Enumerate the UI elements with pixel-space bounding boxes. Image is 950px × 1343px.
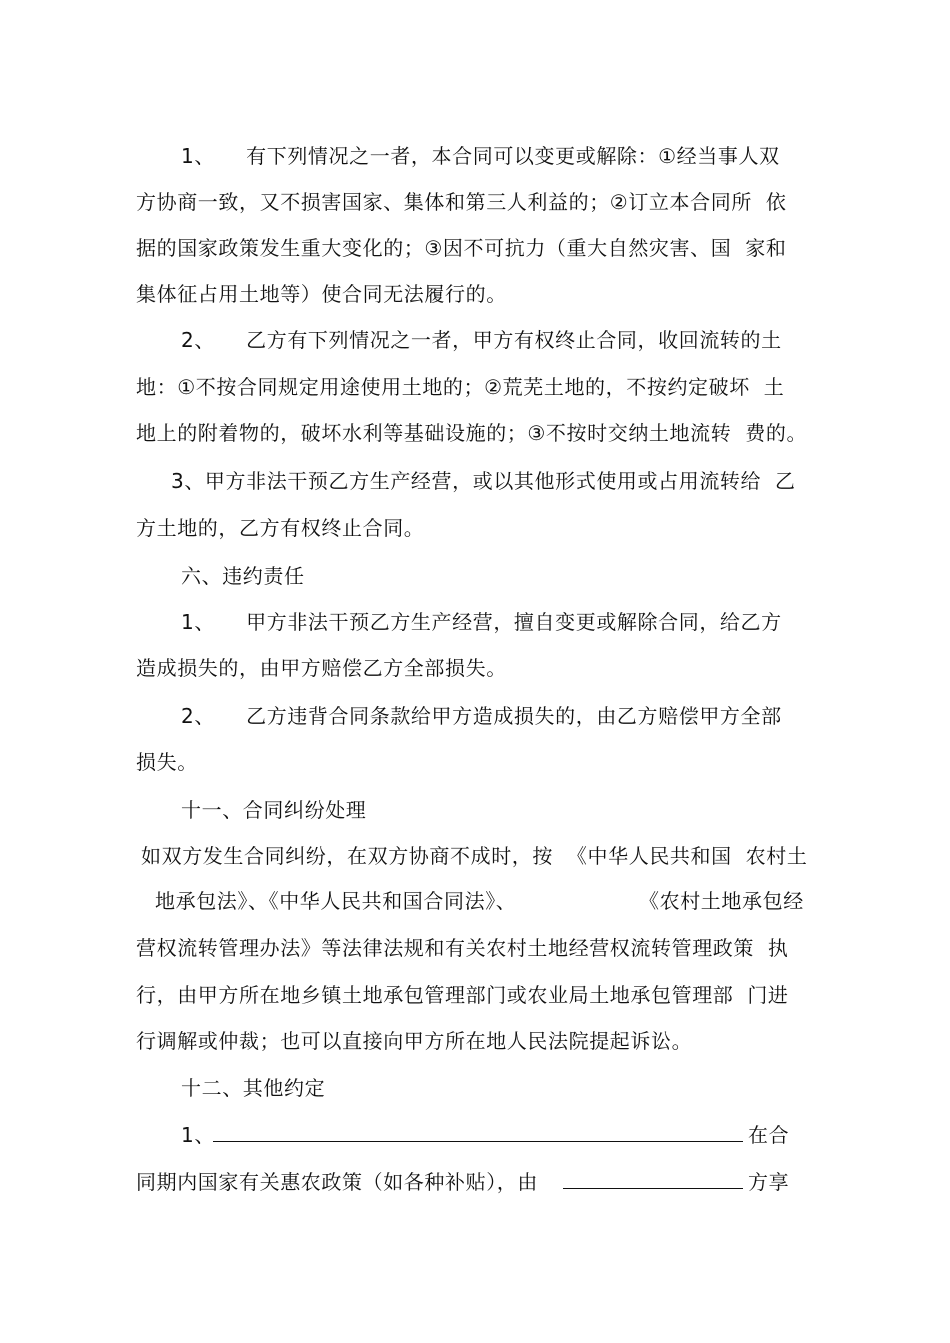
text-line: 同期内国家有关惠农政策（如各种补贴），由: [136, 1170, 538, 1194]
section-heading: 六、违约责任: [181, 564, 305, 588]
section-heading: 十一、合同纠纷处理: [181, 798, 367, 822]
text-line: 行，由甲方所在地乡镇土地承包管理部门或农业局土地承包管理部 门进: [136, 983, 789, 1007]
text-line: 1、 有下列情况之一者，本合同可以变更或解除：①经当事人双: [181, 144, 780, 168]
text-line: 方土地的，乙方有权终止合同。: [136, 516, 425, 540]
text-line: 损失。: [136, 750, 198, 774]
text-line: 在合: [748, 1123, 790, 1147]
text-line: 2、 乙方违背合同条款给甲方造成损失的，由乙方赔偿甲方全部: [181, 704, 782, 728]
text-line: 3、甲方非法干预乙方生产经营，或以其他形式使用或占用流转给 乙: [171, 469, 796, 493]
text-line: 造成损失的，由甲方赔偿乙方全部损失。: [136, 656, 507, 680]
fill-in-blank[interactable]: [213, 1123, 743, 1142]
text-line: 行调解或仲裁；也可以直接向甲方所在地人民法院提起诉讼。: [136, 1029, 693, 1053]
text-line: 1、: [181, 1123, 215, 1147]
text-line: 如双方发生合同纠纷，在双方协商不成时，按 《中华人民共和国 农村土: [141, 844, 808, 868]
text-line: 地上的附着物的，破坏水利等基础设施的；③不按时交纳土地流转 费的。: [136, 421, 808, 445]
text-line: 1、 甲方非法干预乙方生产经营，擅自变更或解除合同，给乙方: [181, 610, 782, 634]
text-line: 方享: [748, 1170, 790, 1194]
fill-in-blank[interactable]: [563, 1170, 743, 1189]
text-line: 集体征占用土地等）使合同无法履行的。: [136, 282, 507, 306]
text-line: 地承包法》、《中华人民共和国合同法》、: [155, 889, 517, 913]
text-line: 地：①不按合同规定用途使用土地的；②荒芜土地的，不按约定破坏 土: [136, 375, 785, 399]
text-line: 据的国家政策发生重大变化的；③因不可抗力（重大自然灾害、国 家和: [136, 236, 787, 260]
section-heading: 十二、其他约定: [181, 1076, 326, 1100]
text-line: 营权流转管理办法》等法律法规和有关农村土地经营权流转管理政策 执: [136, 936, 789, 960]
text-line: 2、 乙方有下列情况之一者，甲方有权终止合同，收回流转的土: [181, 328, 782, 352]
text-line: 方协商一致，又不损害国家、集体和第三人利益的；②订立本合同所 依: [136, 190, 787, 214]
text-line: 《农村土地承包经: [639, 889, 804, 913]
